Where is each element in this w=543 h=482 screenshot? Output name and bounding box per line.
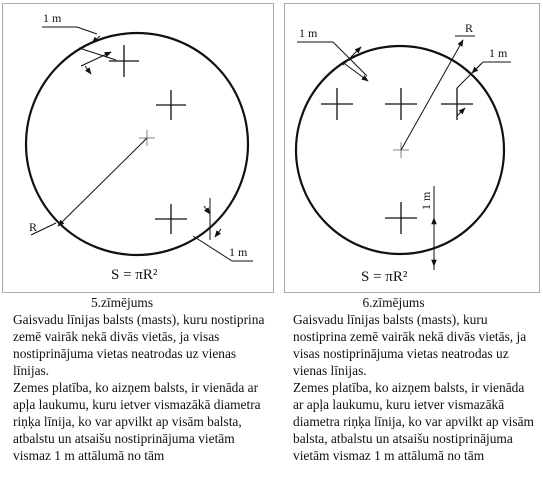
- anchor-point-3: [441, 88, 473, 120]
- radius-line: [58, 138, 147, 226]
- anchor-point-2: [156, 90, 186, 120]
- figure-number: 6.zīmējums: [362, 295, 425, 310]
- description-paragraph-2: Zemes platība, ko aizņem balsts, ir vienāda ar apļa laukumu, kuru ietver vismazākā diametra riņķa līnija, ko var apvilkt ap visām balsta, atbalstu un atsaišu nostiprinājuma vietām vismaz 1 m attālumā no tām: [13, 380, 261, 463]
- anchor-point-3: [155, 204, 187, 234]
- radius-line: [401, 40, 463, 150]
- area-formula: S = πR²: [361, 269, 408, 285]
- anchor-point-1: [109, 45, 139, 77]
- figure-5-panel: [2, 3, 274, 293]
- figure-number: 5.zīmējums: [90, 295, 154, 310]
- distance-label-right: 1 m: [489, 46, 508, 60]
- radius-label: R: [465, 21, 474, 35]
- figure-5-caption: [13, 294, 275, 464]
- figure-6-caption: [293, 294, 538, 464]
- distance-label-left: 1 m: [299, 26, 318, 40]
- description-paragraph-1: Gaisvadu līnijas balsts (masts), kuru nostiprina zemē vairāk nekā divās vietās, ja visas nostiprinājuma vietas neatrodas uz vienas līnijas.: [13, 312, 265, 378]
- radius-label: R: [29, 220, 38, 234]
- figure-5-diagram: [3, 4, 273, 292]
- area-formula: S = πR²: [111, 267, 158, 283]
- distance-label-vertical: 1 m: [419, 191, 433, 210]
- anchor-point-4: [385, 202, 417, 234]
- distance-label-bottom: 1 m: [229, 245, 248, 259]
- figure-6-diagram: [285, 4, 539, 292]
- boundary-circle: [26, 33, 248, 255]
- description-paragraph-1: Gaisvadu līnijas balsts (masts), kuru nostiprina zemē vairāk nekā divās vietās, ja visas nostiprinājuma vietas neatrodas uz vienas līnijas.: [293, 312, 527, 378]
- distance-marker-left: [297, 42, 368, 81]
- anchor-point-2: [385, 88, 417, 120]
- figure-6-panel: [284, 3, 540, 293]
- description-paragraph-2: Zemes platība, ko aizņem balsts, ir vienāda ar apļa laukumu, kuru ietver vismazākā diametra riņķa līnija, ko var apvilkt ap visām balsta, atbalstu un atsaišu nostiprinājuma vietām vismaz 1 m attālumā no tām: [293, 380, 534, 463]
- anchor-point-1: [321, 88, 353, 120]
- distance-label-top: 1 m: [43, 11, 62, 25]
